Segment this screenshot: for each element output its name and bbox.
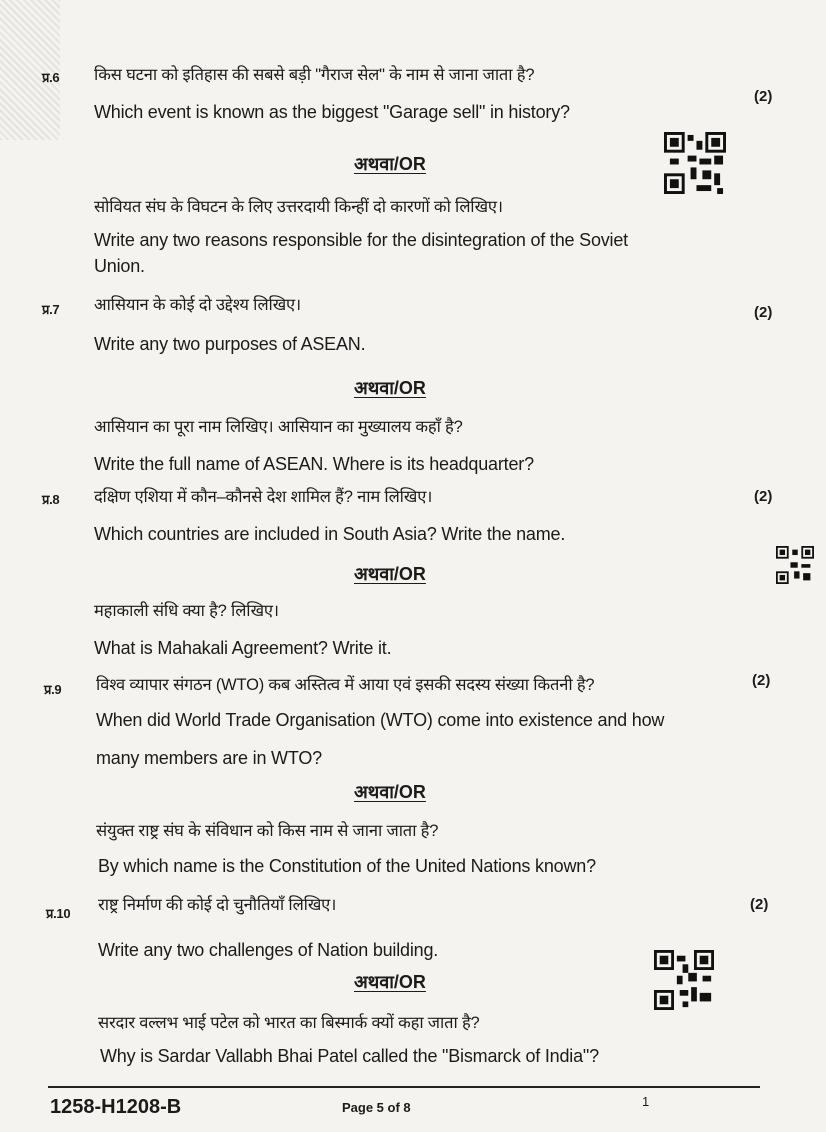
question-number: प्र.8 bbox=[42, 492, 60, 507]
alt-question-english: Why is Sardar Vallabh Bhai Patel called the "Bismarck of India"? bbox=[100, 1046, 599, 1066]
or-divider: अथवा/OR bbox=[354, 378, 426, 398]
alt-question-english-cont: Union. bbox=[94, 256, 145, 276]
question-text-english: Write any two challenges of Nation building. bbox=[98, 940, 439, 960]
alt-question-english: What is Mahakali Agreement? Write it. bbox=[94, 638, 392, 658]
qr-code-icon bbox=[654, 950, 714, 1010]
question-number: प्र.9 bbox=[44, 682, 62, 697]
page-indicator: Page 5 of 8 bbox=[342, 1100, 411, 1115]
alt-question-hindi: महाकाली संधि क्या है? लिखिए। bbox=[94, 602, 279, 620]
question-text-english: Which countries are included in South Asia? Write the name. bbox=[94, 524, 566, 544]
question-text-hindi: राष्ट्र निर्माण की कोई दो चुनौतियाँ लिखिए। bbox=[98, 896, 337, 914]
question-number: प्र.6 bbox=[42, 70, 60, 85]
question-marks: (2) bbox=[752, 672, 771, 689]
question-marks: (2) bbox=[750, 896, 769, 913]
question-marks: (2) bbox=[754, 304, 773, 321]
alt-question-hindi: आसियान का पूरा नाम लिखिए। आसियान का मुख्यालय कहाँ है? bbox=[94, 418, 463, 436]
question-text-english-cont: many members are in WTO? bbox=[96, 748, 322, 768]
question-text-english: Which event is known as the biggest "Garage sell" in history? bbox=[94, 102, 570, 122]
or-divider: अथवा/OR bbox=[354, 782, 426, 802]
qr-code-icon bbox=[776, 546, 814, 584]
question-text-hindi: दक्षिण एशिया में कौन–कौनसे देश शामिल हैं? नाम लिखिए। bbox=[94, 488, 433, 506]
question-text-hindi: विश्व व्यापार संगठन (WTO) कब अस्तित्व में आया एवं इसकी सदस्य संख्या कितनी है? bbox=[96, 676, 595, 694]
alt-question-english: Write the full name of ASEAN. Where is its headquarter? bbox=[94, 454, 534, 474]
alt-question-hindi: सोवियत संघ के विघटन के लिए उत्तरदायी किन्हीं दो कारणों को लिखिए। bbox=[94, 198, 503, 216]
or-divider: अथवा/OR bbox=[354, 154, 426, 174]
or-divider: अथवा/OR bbox=[354, 564, 426, 584]
question-marks: (2) bbox=[754, 88, 773, 105]
question-marks: (2) bbox=[754, 488, 773, 505]
question-number: प्र.10 bbox=[46, 906, 71, 921]
paper-code: 1258-H1208-B bbox=[50, 1096, 182, 1118]
or-divider: अथवा/OR bbox=[354, 972, 426, 992]
qr-code-icon bbox=[664, 132, 726, 194]
alt-question-hindi: सरदार वल्लभ भाई पटेल को भारत का बिस्मार्क क्यों कहा जाता है? bbox=[98, 1014, 480, 1032]
alt-question-english: Write any two reasons responsible for the disintegration of the Soviet bbox=[94, 230, 628, 250]
alt-question-english: By which name is the Constitution of the United Nations known? bbox=[98, 856, 596, 876]
question-text-hindi: आसियान के कोई दो उद्देश्य लिखिए। bbox=[94, 296, 301, 314]
question-number: प्र.7 bbox=[42, 302, 60, 317]
footer-divider bbox=[48, 1086, 760, 1088]
question-text-english: Write any two purposes of ASEAN. bbox=[94, 334, 366, 354]
question-text-english: When did World Trade Organisation (WTO) come into existence and how bbox=[96, 710, 665, 730]
alt-question-hindi: संयुक्त राष्ट्र संघ के संविधान को किस नाम से जाना जाता है? bbox=[96, 822, 439, 840]
question-text-hindi: किस घटना को इतिहास की सबसे बड़ी "गैराज सेल" के नाम से जाना जाता है? bbox=[94, 66, 535, 84]
page-number: 1 bbox=[642, 1094, 650, 1109]
